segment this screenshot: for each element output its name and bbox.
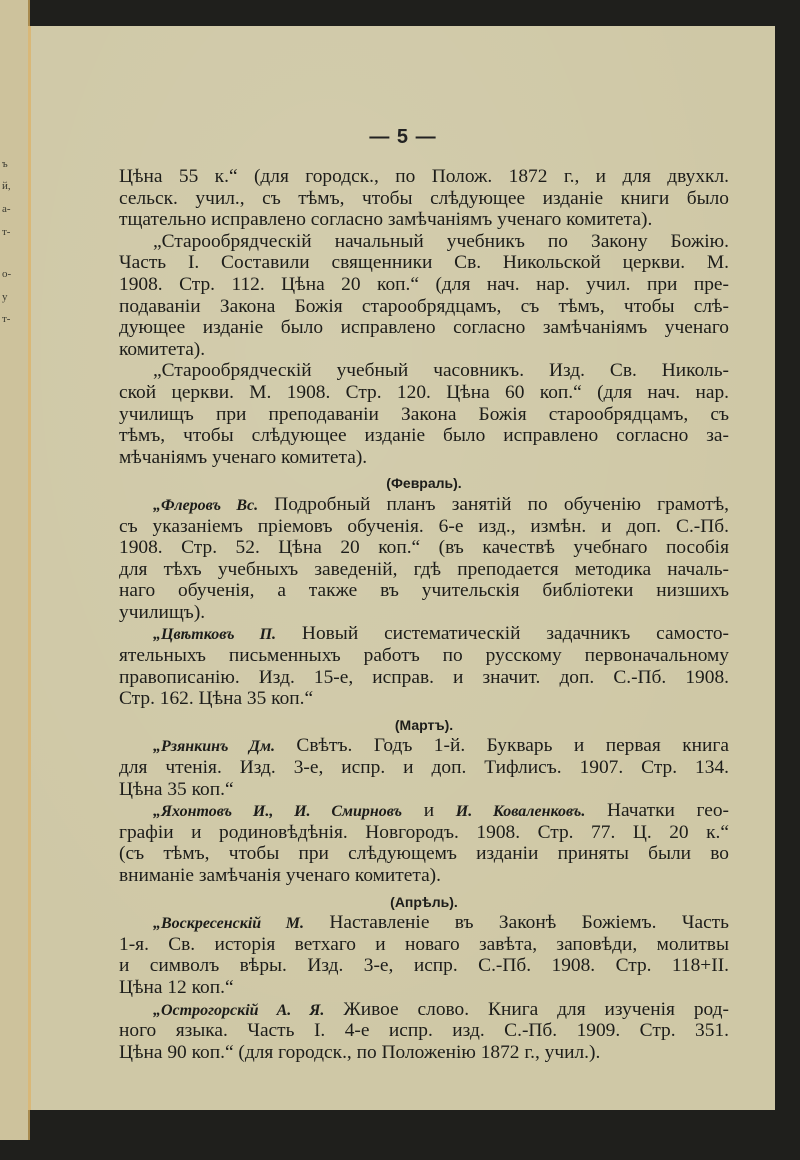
- text-run: Новый систематическій задачникъ самосто-: [276, 623, 730, 645]
- text-line: [119, 1042, 729, 1064]
- text-line: [119, 494, 729, 516]
- author-name: „Цвѣтковъ П.: [153, 626, 277, 644]
- text-line: [119, 252, 729, 274]
- text-line: [119, 955, 729, 977]
- author-name: „Воскресенскій М.: [153, 915, 304, 933]
- text-run: и символъ вѣры. Изд. 3-е, испр. С.-Пб. 1908. Стр. 118+II.: [119, 955, 729, 977]
- text-run: тѣмъ, чтобы слѣдующее изданіе было исправлено согласно за-: [119, 425, 729, 447]
- text-line: [119, 296, 729, 318]
- text-run: училищъ при преподаваніи Закона Божія старообрядцамъ, съ: [119, 403, 729, 425]
- text-line: [119, 934, 729, 956]
- text-line: [119, 360, 729, 382]
- text-line: [119, 779, 729, 801]
- month-heading: (Февраль).: [386, 475, 462, 492]
- margin-fragment: т-: [2, 313, 11, 325]
- text-run: для чтенія. Изд. 3-е, испр. и доп. Тифлисъ. 1907. Стр. 134.: [119, 757, 729, 779]
- text-line: [119, 447, 729, 469]
- page-number: — 5 —: [369, 126, 437, 148]
- text-run: и: [402, 800, 456, 822]
- text-line: [119, 645, 729, 667]
- text-run: для тѣхъ учебныхъ заведеній, гдѣ преподается методика началь-: [119, 558, 729, 580]
- text-line: [119, 757, 729, 779]
- text-line: [119, 1020, 729, 1042]
- text-run: Наставленіе въ Законѣ Божіемъ. Часть: [303, 912, 729, 934]
- margin-fragment: у: [2, 291, 8, 303]
- author-name: „Яхонтовъ И., И. Смирновъ: [153, 803, 403, 821]
- previous-page-edge: [0, 0, 30, 1140]
- text-line: [119, 537, 729, 559]
- margin-fragment: а-: [2, 203, 11, 215]
- text-run: дующее изданіе было исправлено согласно замѣчаніямъ ученаго: [119, 317, 729, 339]
- text-line: [119, 865, 729, 887]
- text-run: тщательно исправлено согласно замѣчаніямъ ученаго комитета).: [119, 209, 653, 231]
- margin-fragment: т-: [2, 226, 11, 238]
- author-name: „Рзянкинъ Дм.: [153, 738, 275, 756]
- text-line: [119, 667, 729, 689]
- text-line: [119, 735, 729, 757]
- author-name: „Флеровъ Вс.: [153, 496, 259, 514]
- text-line: [119, 404, 729, 426]
- text-line: [119, 274, 729, 296]
- text-line: [119, 339, 729, 361]
- margin-fragment: ъ: [2, 158, 8, 170]
- text-line: [119, 602, 729, 624]
- text-line: [119, 188, 729, 210]
- text-run: 1-я. Св. исторія ветхаго и новаго завѣта, заповѣди, молитвы: [119, 933, 729, 955]
- text-run: ской церкви. М. 1908. Стр. 120. Цѣна 60 коп.“ (для нач. нар.: [119, 381, 729, 403]
- text-line: [119, 822, 729, 844]
- text-run: 1908. Стр. 112. Цѣна 20 коп.“ (для нач. нар. учил. при пре-: [119, 273, 729, 295]
- text-run: 1908. Стр. 52. Цѣна 20 коп.“ (въ качествѣ учебнаго пособія: [119, 537, 729, 559]
- text-run: вниманіе замѣчанія ученаго комитета).: [119, 865, 441, 886]
- text-run: Цѣна 35 коп.“: [119, 778, 234, 800]
- text-run: „Старообрядческій учебный часовникъ. Изд. Св. Николь-: [153, 360, 729, 382]
- text-line: [119, 559, 729, 581]
- text-line: [119, 209, 729, 231]
- text-run: правописанію. Изд. 15-е, исправ. и значит. доп. С.-Пб. 1908.: [119, 666, 729, 688]
- text-run: Стр. 162. Цѣна 35 коп.“: [119, 688, 314, 710]
- text-run: Цѣна 90 коп.“ (для городск., по Положенію 1872 г., учил.).: [119, 1041, 601, 1063]
- month-heading: (Мартъ).: [394, 716, 454, 733]
- margin-fragment: й,: [2, 180, 11, 192]
- margin-fragment: о-: [2, 268, 12, 280]
- text-run: Подробный планъ занятій по обученію грамотѣ,: [258, 493, 729, 515]
- text-run: „Старообрядческій начальный учебникъ по Закону Божію.: [153, 230, 729, 252]
- text-run: Свѣтъ. Годъ 1-й. Букварь и первая книга: [274, 735, 729, 757]
- text-line: [119, 977, 729, 999]
- text-run: графіи и родиновѣдѣнія. Новгородъ. 1908. Стр. 77. Ц. 20 к.“: [119, 821, 729, 843]
- text-line: [119, 425, 729, 447]
- text-run: Живое слово. Книга для изученія род-: [324, 998, 729, 1020]
- text-run: (съ тѣмъ, чтобы при слѣдующемъ изданіи приняты были во: [119, 843, 729, 865]
- text-line: [119, 382, 729, 404]
- text-line: [119, 843, 729, 865]
- text-line: [119, 166, 729, 188]
- text-line: [119, 688, 729, 710]
- text-line: [119, 623, 729, 645]
- text-line: [119, 231, 729, 253]
- author-name: И. Коваленковъ.: [455, 803, 586, 821]
- text-run: мѣчаніямъ ученаго комитета).: [119, 446, 368, 468]
- text-run: Цѣна 55 к.“ (для городск., по Полож. 1872 г., и для двухкл.: [119, 166, 729, 187]
- text-line: [119, 800, 729, 822]
- month-heading: (Апрѣль).: [390, 893, 458, 910]
- text-line: [119, 580, 729, 602]
- text-run: подаваніи Закона Божія старообрядцамъ, съ тѣмъ, чтобы слѣ-: [119, 295, 729, 317]
- author-name: „Острогорскій А. Я.: [153, 1001, 325, 1019]
- document-page: [28, 26, 775, 1110]
- text-line: [119, 912, 729, 934]
- text-line: [119, 999, 729, 1021]
- text-run: комитета).: [119, 338, 206, 360]
- text-run: Начатки гео-: [585, 800, 730, 822]
- text-run: Часть I. Составили священники Св. Никольской церкви. М.: [119, 252, 729, 274]
- text-run: училищъ).: [119, 601, 206, 623]
- text-run: Цѣна 12 коп.“: [119, 976, 234, 998]
- text-run: ятельныхъ письменныхъ работъ по русскому первоначальному: [119, 645, 729, 667]
- text-run: ного языка. Часть I. 4-е испр. изд. С.-Пб. 1909. Стр. 351.: [119, 1020, 729, 1042]
- text-line: [119, 516, 729, 538]
- page-body-text: [119, 166, 729, 1063]
- text-line: [119, 317, 729, 339]
- text-run: сельск. учил., съ тѣмъ, чтобы слѣдующее изданіе книги было: [119, 187, 729, 209]
- text-run: съ указаніемъ пріемовъ обученія. 6-е изд., измѣн. и доп. С.-Пб.: [119, 515, 729, 537]
- text-run: наго обученія, а также въ учительскія библіотеки низшихъ: [119, 580, 729, 602]
